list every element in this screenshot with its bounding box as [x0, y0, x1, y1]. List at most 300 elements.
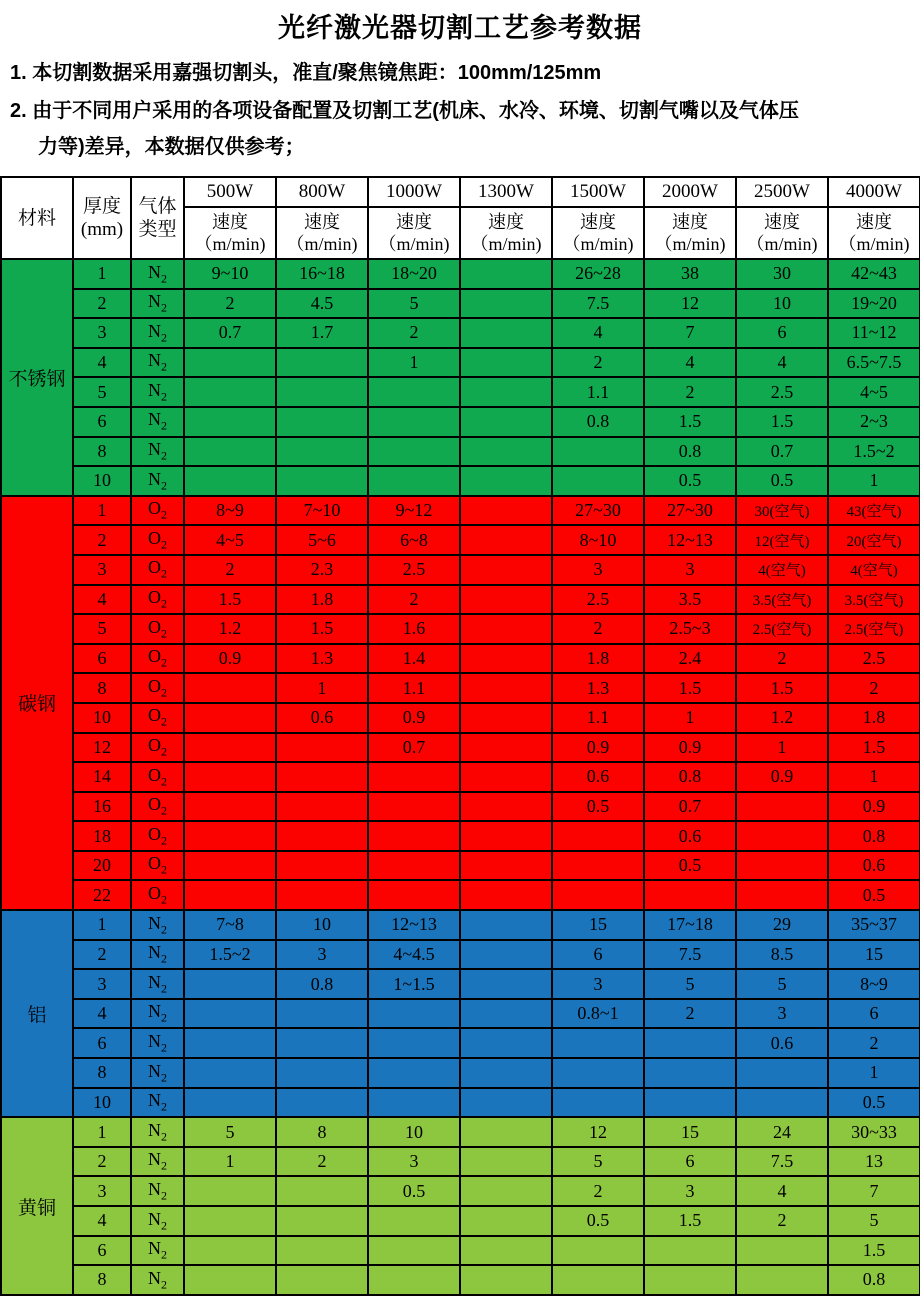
speed-cell: 7 [828, 1176, 920, 1206]
header-speed-4000w: 速度 （m/min) [828, 207, 920, 259]
table-row [1, 851, 920, 881]
speed-cell: 3 [644, 555, 736, 585]
thickness-cell: 1 [73, 496, 131, 526]
gas-cell: $N_2$ [131, 1058, 184, 1088]
speed-cell: 0.7 [184, 318, 276, 348]
speed-cell: 6~8 [368, 525, 460, 555]
speed-cell: 20(空气) [828, 525, 920, 555]
speed-cell: 7~8 [184, 910, 276, 940]
gas-cell: $O_2$ [131, 673, 184, 703]
table-row [1, 1117, 920, 1147]
gas-cell: $N_2$ [131, 466, 184, 496]
speed-cell [368, 1058, 460, 1088]
thickness-cell: 3 [73, 318, 131, 348]
speed-cell: 0.9 [368, 703, 460, 733]
speed-cell [276, 1088, 368, 1118]
speed-cell [368, 407, 460, 437]
header-speed-2500w: 速度 （m/min) [736, 207, 828, 259]
speed-cell: 1 [828, 762, 920, 792]
speed-cell [368, 1028, 460, 1058]
table-row [1, 585, 920, 615]
speed-cell: 12 [552, 1117, 644, 1147]
material-cell: 碳钢 [1, 496, 73, 910]
speed-cell: 1.5 [644, 673, 736, 703]
speed-cell: 0.8 [644, 437, 736, 467]
speed-cell [276, 733, 368, 763]
speed-cell [184, 851, 276, 881]
thickness-cell: 8 [73, 1265, 131, 1295]
speed-cell: 0.8 [552, 407, 644, 437]
speed-cell: 0.5 [552, 792, 644, 822]
gas-cell: $O_2$ [131, 762, 184, 792]
speed-cell [552, 437, 644, 467]
speed-cell [460, 821, 552, 851]
speed-cell [460, 733, 552, 763]
table-row [1, 525, 920, 555]
gas-cell: $N_2$ [131, 259, 184, 289]
header-power-2500w: 2500W [736, 177, 828, 207]
speed-cell: 10 [276, 910, 368, 940]
table-row [1, 437, 920, 467]
gas-cell: $N_2$ [131, 1147, 184, 1177]
speed-cell: 2.3 [276, 555, 368, 585]
speed-cell [368, 437, 460, 467]
speed-cell [184, 762, 276, 792]
speed-cell: 0.6 [736, 1028, 828, 1058]
speed-cell: 3 [368, 1147, 460, 1177]
speed-cell: 1.4 [368, 644, 460, 674]
gas-cell: $O_2$ [131, 525, 184, 555]
speed-cell: 7.5 [736, 1147, 828, 1177]
speed-cell: 5 [552, 1147, 644, 1177]
header-speed-500w: 速度 （m/min) [184, 207, 276, 259]
speed-cell: 1.1 [552, 703, 644, 733]
table-body [1, 259, 920, 1295]
speed-cell [184, 1058, 276, 1088]
speed-cell [368, 1206, 460, 1236]
speed-cell: 24 [736, 1117, 828, 1147]
speed-cell: 6.5~7.5 [828, 348, 920, 378]
speed-cell: 4(空气) [828, 555, 920, 585]
speed-cell: 2 [736, 1206, 828, 1236]
speed-cell: 0.8 [276, 969, 368, 999]
speed-cell [644, 880, 736, 910]
speed-cell [184, 792, 276, 822]
speed-cell: 8~9 [184, 496, 276, 526]
gas-cell: $N_2$ [131, 437, 184, 467]
thickness-cell: 2 [73, 289, 131, 319]
speed-cell [736, 792, 828, 822]
speed-cell [184, 969, 276, 999]
speed-cell [368, 1236, 460, 1266]
thickness-cell: 10 [73, 466, 131, 496]
table-row [1, 1028, 920, 1058]
note-2-line-2: 力等)差异，本数据仅供参考； [38, 136, 305, 158]
speed-cell: 8~10 [552, 525, 644, 555]
table-row [1, 1236, 920, 1266]
speed-cell: 12(空气) [736, 525, 828, 555]
speed-cell [460, 1236, 552, 1266]
speed-cell: 29 [736, 910, 828, 940]
speed-cell [460, 851, 552, 881]
speed-cell: 0.8 [644, 762, 736, 792]
speed-cell: 3 [276, 940, 368, 970]
speed-cell: 12~13 [368, 910, 460, 940]
speed-cell [184, 821, 276, 851]
speed-cell [368, 1088, 460, 1118]
thickness-cell: 20 [73, 851, 131, 881]
speed-cell: 6 [552, 940, 644, 970]
speed-cell: 42~43 [828, 259, 920, 289]
gas-cell: $N_2$ [131, 1088, 184, 1118]
speed-cell [552, 1265, 644, 1295]
speed-cell [184, 1206, 276, 1236]
speed-cell: 0.6 [552, 762, 644, 792]
thickness-cell: 1 [73, 259, 131, 289]
speed-cell: 6 [736, 318, 828, 348]
speed-cell: 7.5 [552, 289, 644, 319]
gas-cell: $N_2$ [131, 348, 184, 378]
speed-cell [552, 1028, 644, 1058]
table-row [1, 1088, 920, 1118]
speed-cell [644, 1058, 736, 1088]
speed-cell [460, 289, 552, 319]
speed-cell: 8.5 [736, 940, 828, 970]
table-row [1, 348, 920, 378]
speed-cell: 7 [644, 318, 736, 348]
speed-cell: 6 [644, 1147, 736, 1177]
speed-cell [276, 1236, 368, 1266]
speed-cell: 1.3 [552, 673, 644, 703]
speed-cell: 17~18 [644, 910, 736, 940]
thickness-cell: 2 [73, 1147, 131, 1177]
thickness-cell: 2 [73, 525, 131, 555]
speed-cell: 12 [644, 289, 736, 319]
speed-cell: 4.5 [276, 289, 368, 319]
speed-cell [460, 407, 552, 437]
speed-cell: 4 [736, 1176, 828, 1206]
cutting-data-table [0, 176, 920, 1296]
speed-cell [552, 1088, 644, 1118]
table-row [1, 792, 920, 822]
table-row [1, 466, 920, 496]
speed-cell: 0.9 [828, 792, 920, 822]
table-row [1, 910, 920, 940]
table-row [1, 821, 920, 851]
thickness-cell: 16 [73, 792, 131, 822]
speed-cell [368, 377, 460, 407]
speed-cell [552, 1236, 644, 1266]
speed-cell: 5 [736, 969, 828, 999]
speed-cell: 3.5(空气) [736, 585, 828, 615]
speed-cell: 5 [644, 969, 736, 999]
table-row [1, 880, 920, 910]
speed-cell: 18~20 [368, 259, 460, 289]
speed-cell [276, 821, 368, 851]
speed-cell: 1.7 [276, 318, 368, 348]
speed-cell: 0.5 [644, 851, 736, 881]
speed-cell: 0.5 [828, 880, 920, 910]
speed-cell: 0.5 [368, 1176, 460, 1206]
speed-cell [736, 1058, 828, 1088]
speed-cell: 2 [552, 1176, 644, 1206]
gas-cell: $N_2$ [131, 1176, 184, 1206]
thickness-cell: 10 [73, 1088, 131, 1118]
speed-cell: 1 [276, 673, 368, 703]
gas-cell: $N_2$ [131, 940, 184, 970]
thickness-cell: 6 [73, 1236, 131, 1266]
thickness-cell: 12 [73, 733, 131, 763]
thickness-cell: 3 [73, 555, 131, 585]
speed-cell: 2.5(空气) [828, 614, 920, 644]
gas-cell: $O_2$ [131, 703, 184, 733]
speed-cell [368, 821, 460, 851]
speed-cell: 4~5 [184, 525, 276, 555]
speed-cell: 4(空气) [736, 555, 828, 585]
speed-cell: 12~13 [644, 525, 736, 555]
speed-cell [276, 437, 368, 467]
header-material: 材料 [1, 177, 73, 259]
speed-cell [184, 999, 276, 1029]
speed-cell [184, 1176, 276, 1206]
speed-cell [184, 407, 276, 437]
speed-cell: 2 [828, 1028, 920, 1058]
thickness-cell: 10 [73, 703, 131, 733]
gas-cell: $O_2$ [131, 644, 184, 674]
gas-cell: $N_2$ [131, 1265, 184, 1295]
speed-cell: 1 [828, 466, 920, 496]
speed-cell: 27~30 [552, 496, 644, 526]
gas-cell: $O_2$ [131, 496, 184, 526]
speed-cell [276, 377, 368, 407]
speed-cell [276, 999, 368, 1029]
speed-cell: 1.2 [184, 614, 276, 644]
speed-cell [644, 1088, 736, 1118]
gas-cell: $N_2$ [131, 1206, 184, 1236]
speed-cell: 8~9 [828, 969, 920, 999]
speed-cell [184, 1265, 276, 1295]
speed-cell [276, 880, 368, 910]
speed-cell: 5~6 [276, 525, 368, 555]
header-power-4000w: 4000W [828, 177, 920, 207]
header-power-500w: 500W [184, 177, 276, 207]
speed-cell: 0.9 [552, 733, 644, 763]
speed-cell: 5 [368, 289, 460, 319]
speed-cell [368, 466, 460, 496]
speed-cell: 2.5 [368, 555, 460, 585]
speed-cell [184, 880, 276, 910]
speed-cell [184, 703, 276, 733]
header-speed-800w: 速度 （m/min) [276, 207, 368, 259]
speed-cell [276, 407, 368, 437]
speed-cell: 1.5 [644, 407, 736, 437]
speed-cell: 0.5 [736, 466, 828, 496]
table-row [1, 407, 920, 437]
thickness-cell: 4 [73, 585, 131, 615]
speed-cell [460, 792, 552, 822]
speed-cell: 1.1 [368, 673, 460, 703]
table-row [1, 496, 920, 526]
thickness-cell: 1 [73, 1117, 131, 1147]
thickness-cell: 8 [73, 1058, 131, 1088]
header-gas-type: 气体 类型 [131, 177, 184, 259]
speed-cell: 0.7 [644, 792, 736, 822]
speed-cell [460, 259, 552, 289]
speed-cell: 1.5~2 [828, 437, 920, 467]
speed-cell [736, 1088, 828, 1118]
speed-cell [644, 1236, 736, 1266]
speed-cell [460, 466, 552, 496]
header-speed-1000w: 速度 （m/min) [368, 207, 460, 259]
gas-cell: $O_2$ [131, 792, 184, 822]
speed-cell: 2 [368, 585, 460, 615]
speed-cell: 2~3 [828, 407, 920, 437]
table-row [1, 1176, 920, 1206]
table-row [1, 762, 920, 792]
speed-cell [460, 1088, 552, 1118]
speed-cell [276, 792, 368, 822]
speed-cell: 2.5(空气) [736, 614, 828, 644]
speed-cell [368, 999, 460, 1029]
speed-cell [460, 525, 552, 555]
header-power-1000w: 1000W [368, 177, 460, 207]
gas-cell: $N_2$ [131, 910, 184, 940]
material-cell: 不锈钢 [1, 259, 73, 496]
table-row [1, 673, 920, 703]
speed-cell [276, 1265, 368, 1295]
note-1 [10, 55, 915, 91]
speed-cell: 0.7 [368, 733, 460, 763]
thickness-cell: 8 [73, 673, 131, 703]
speed-cell [460, 644, 552, 674]
thickness-cell: 4 [73, 1206, 131, 1236]
thickness-cell: 6 [73, 407, 131, 437]
speed-cell [368, 1265, 460, 1295]
speed-cell: 1.5 [736, 673, 828, 703]
speed-cell [736, 1236, 828, 1266]
speed-cell: 2 [828, 673, 920, 703]
speed-cell: 1.5~2 [184, 940, 276, 970]
speed-cell [644, 1265, 736, 1295]
speed-cell: 1.8 [552, 644, 644, 674]
gas-cell: $N_2$ [131, 999, 184, 1029]
speed-cell: 2 [184, 289, 276, 319]
speed-cell [736, 851, 828, 881]
table-row [1, 1265, 920, 1295]
speed-cell: 2.5 [736, 377, 828, 407]
speed-cell: 0.9 [736, 762, 828, 792]
speed-cell: 3 [736, 999, 828, 1029]
speed-cell [184, 466, 276, 496]
speed-cell: 9~10 [184, 259, 276, 289]
speed-cell: 1 [184, 1147, 276, 1177]
speed-cell: 1.5 [828, 1236, 920, 1266]
header-speed-1300w: 速度 （m/min) [460, 207, 552, 259]
thickness-cell: 14 [73, 762, 131, 792]
speed-cell [184, 733, 276, 763]
gas-cell: $O_2$ [131, 821, 184, 851]
speed-cell [184, 348, 276, 378]
speed-cell [460, 1117, 552, 1147]
speed-cell: 1.1 [552, 377, 644, 407]
speed-cell [184, 437, 276, 467]
gas-cell: $N_2$ [131, 969, 184, 999]
speed-cell: 0.7 [736, 437, 828, 467]
speed-cell: 9~12 [368, 496, 460, 526]
speed-cell: 0.5 [644, 466, 736, 496]
thickness-cell: 2 [73, 940, 131, 970]
speed-cell [184, 673, 276, 703]
note-2-line-1: 2. 由于不同用户采用的各项设备配置及切割工艺(机床、水冷、环境、切割气嘴以及气体压 [10, 100, 799, 122]
speed-cell: 35~37 [828, 910, 920, 940]
gas-cell: $N_2$ [131, 1117, 184, 1147]
speed-cell [460, 1176, 552, 1206]
speed-cell [552, 821, 644, 851]
table-row [1, 644, 920, 674]
thickness-cell: 4 [73, 348, 131, 378]
speed-cell: 0.8 [828, 1265, 920, 1295]
header-speed-2000w: 速度 （m/min) [644, 207, 736, 259]
thickness-cell: 1 [73, 910, 131, 940]
thickness-cell: 6 [73, 644, 131, 674]
speed-cell: 30(空气) [736, 496, 828, 526]
speed-cell [184, 1088, 276, 1118]
speed-cell [276, 348, 368, 378]
table-row [1, 614, 920, 644]
speed-cell [736, 1265, 828, 1295]
speed-cell: 0.8~1 [552, 999, 644, 1029]
table-row [1, 1206, 920, 1236]
speed-cell: 1~1.5 [368, 969, 460, 999]
speed-cell [460, 940, 552, 970]
note-1-line: 1. 本切割数据采用嘉强切割头，准直/聚焦镜焦距：100mm/125mm [10, 62, 602, 84]
speed-cell: 1.5 [184, 585, 276, 615]
table-row [1, 555, 920, 585]
speed-cell [552, 1058, 644, 1088]
speed-cell: 2 [368, 318, 460, 348]
speed-cell: 30 [736, 259, 828, 289]
table-row [1, 940, 920, 970]
speed-cell: 15 [644, 1117, 736, 1147]
speed-cell: 27~30 [644, 496, 736, 526]
speed-cell [276, 466, 368, 496]
speed-cell: 7~10 [276, 496, 368, 526]
speed-cell [276, 1028, 368, 1058]
table-row [1, 703, 920, 733]
speed-cell: 2.5 [828, 644, 920, 674]
speed-cell: 2 [184, 555, 276, 585]
speed-cell: 15 [552, 910, 644, 940]
speed-cell: 10 [736, 289, 828, 319]
speed-cell: 3.5(空气) [828, 585, 920, 615]
speed-cell: 1 [736, 733, 828, 763]
speed-cell: 30~33 [828, 1117, 920, 1147]
gas-cell: $O_2$ [131, 851, 184, 881]
speed-cell: 4~5 [828, 377, 920, 407]
speed-cell: 2.5~3 [644, 614, 736, 644]
speed-cell: 15 [828, 940, 920, 970]
gas-cell: $O_2$ [131, 614, 184, 644]
speed-cell [460, 555, 552, 585]
speed-cell: 0.5 [552, 1206, 644, 1236]
speed-cell [460, 910, 552, 940]
gas-cell: $N_2$ [131, 407, 184, 437]
speed-cell: 1.6 [368, 614, 460, 644]
table-row [1, 377, 920, 407]
speed-cell: 2.5 [552, 585, 644, 615]
speed-cell: 2 [552, 614, 644, 644]
speed-cell: 2 [276, 1147, 368, 1177]
